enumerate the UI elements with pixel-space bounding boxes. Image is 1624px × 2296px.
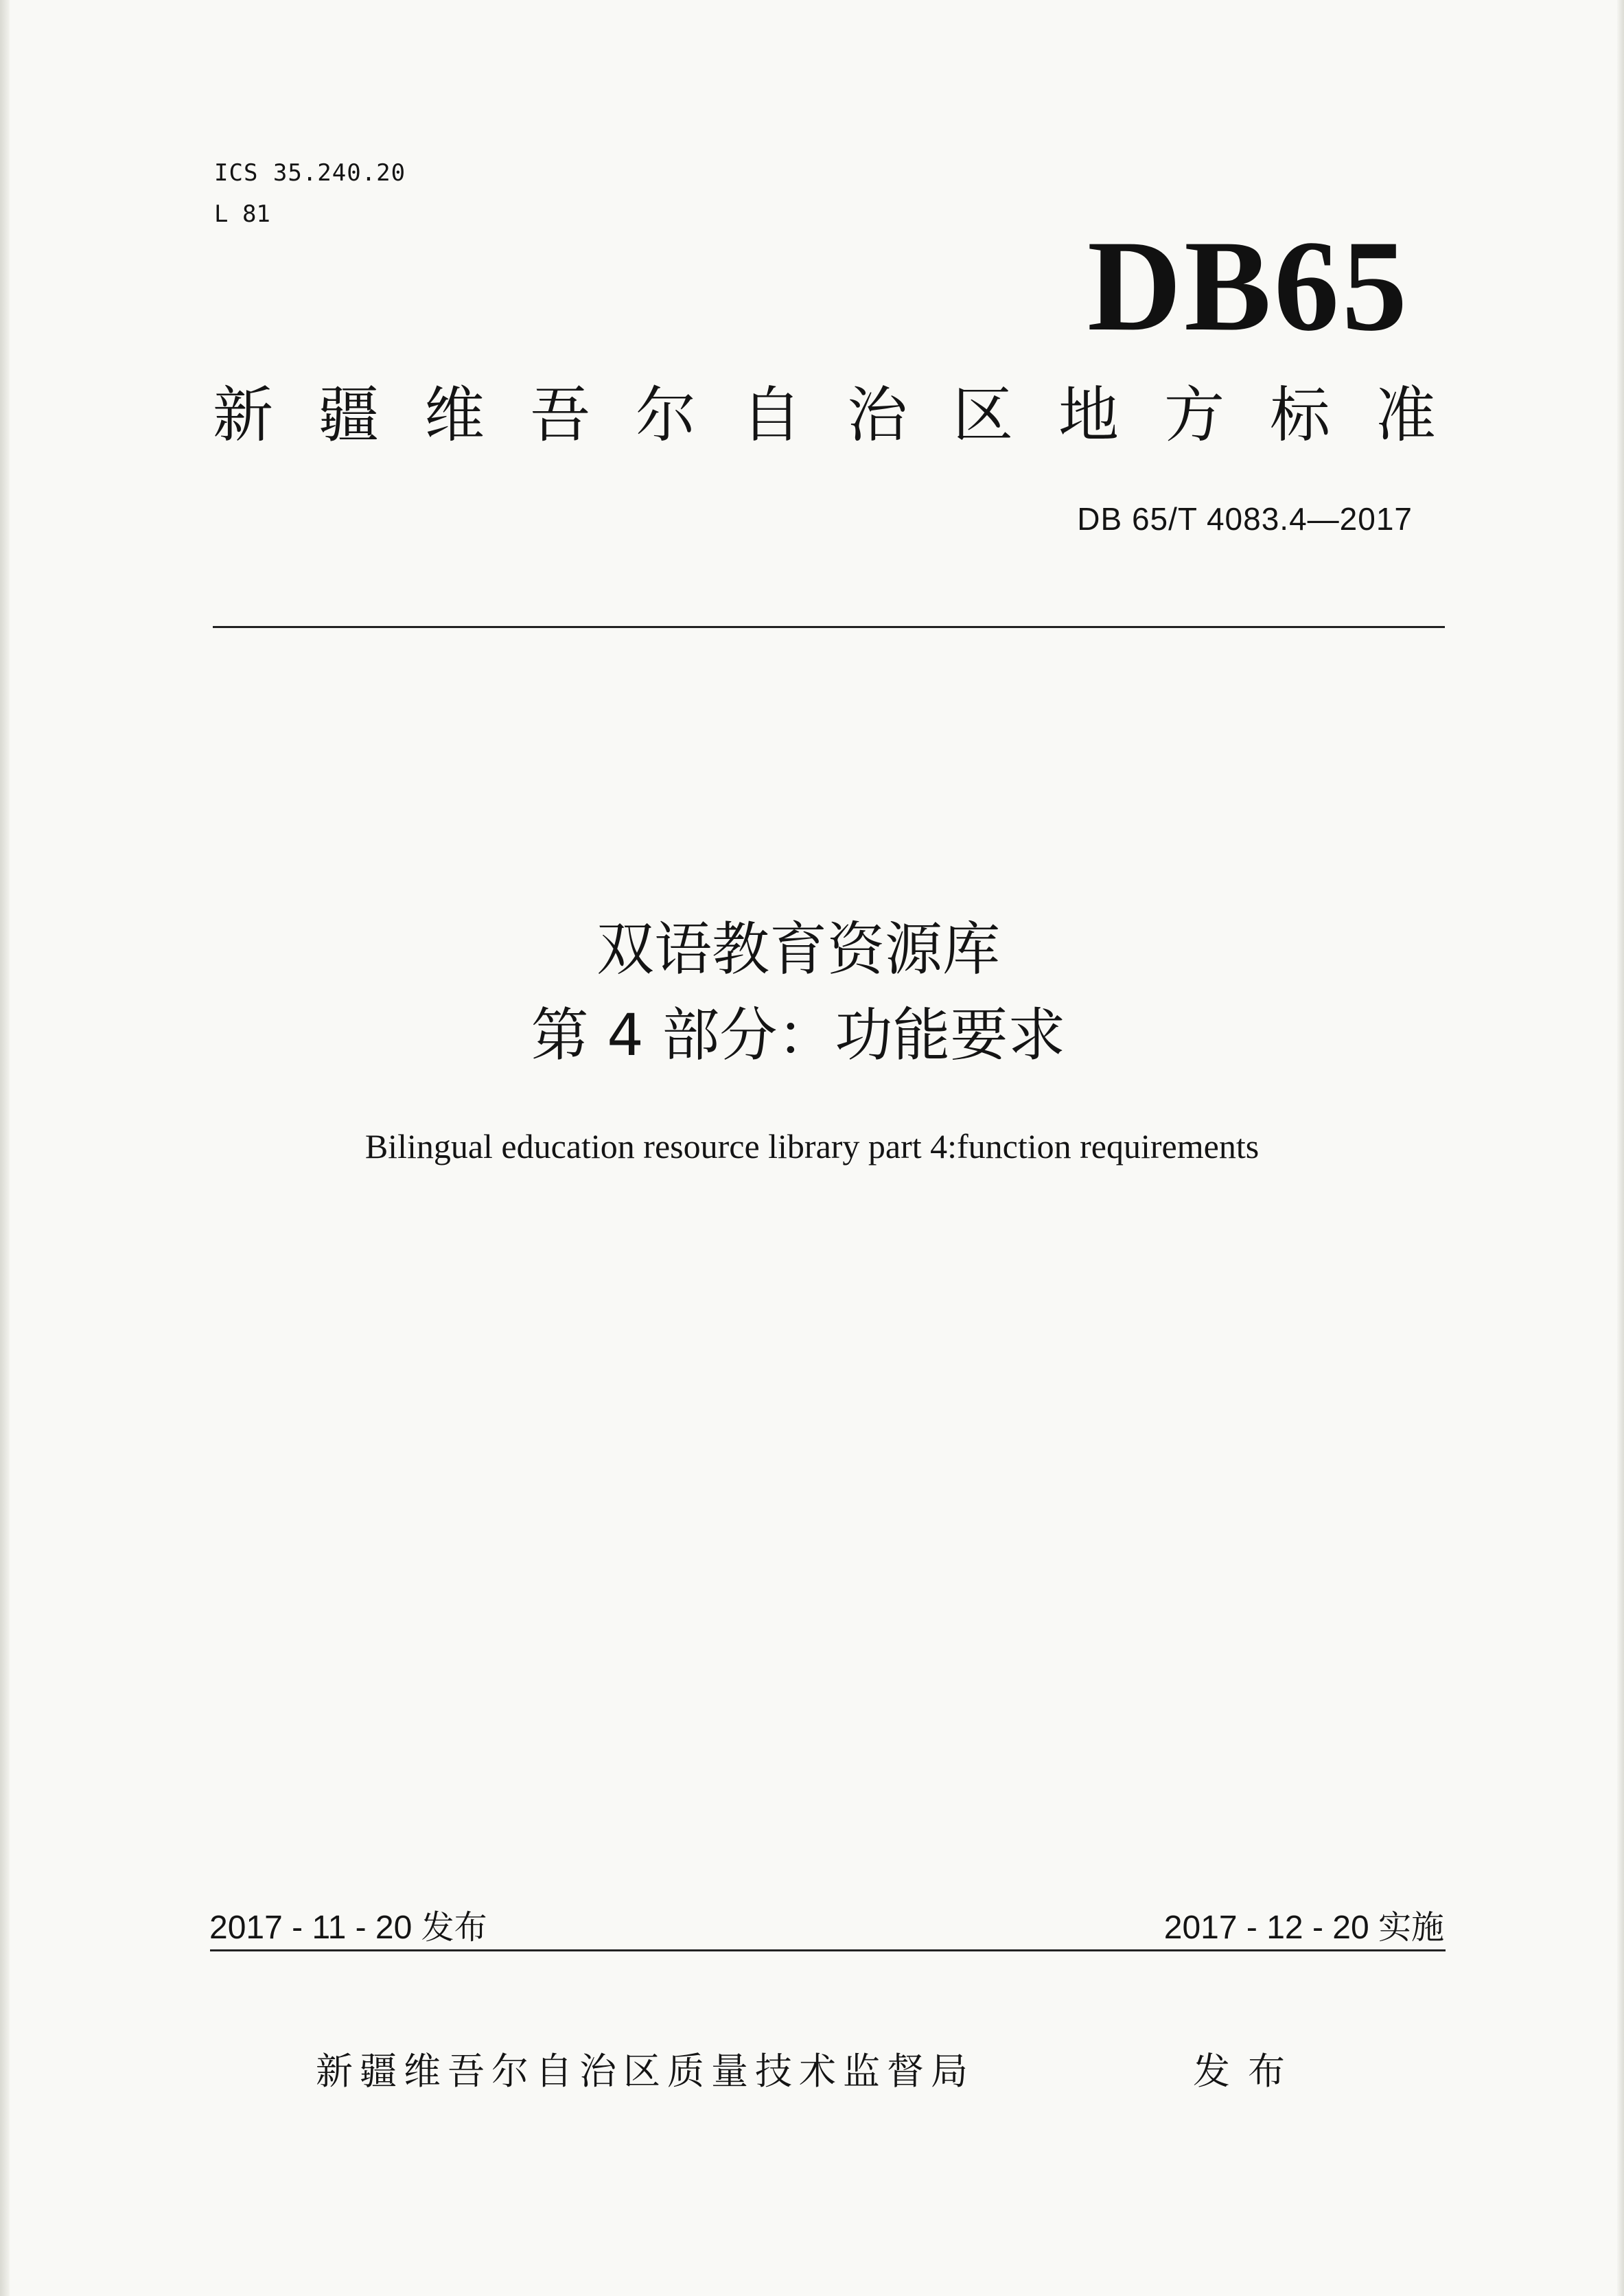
publisher-name: 新疆维吾尔自治区质量技术监督局 [316, 2050, 975, 2093]
implementation-date: 2017 - 12 - 20 实施 [1163, 1910, 1444, 1946]
header-divider [213, 626, 1445, 628]
standard-type-heading: 新疆维吾尔自治区地方标准 [213, 380, 1482, 450]
ics-code: ICS 35.240.20 [214, 159, 406, 187]
footer-divider [210, 1949, 1446, 1951]
ccs-code: L 81 [214, 200, 270, 228]
title-english: Bilingual education resource library part 4:function requirements [364, 1127, 1260, 1166]
title-chinese-line2: 第 4 部分：功能要求 [531, 1001, 1066, 1069]
issue-date: 2017 - 11 - 20 发布 [209, 1910, 487, 1946]
publish-label: 发布 [1193, 2050, 1303, 2093]
title-chinese-line1: 双语教育资源库 [596, 916, 1000, 983]
standard-number: DB 65/T 4083.4—2017 [1077, 501, 1413, 537]
standard-logo: DB65 [1087, 214, 1410, 358]
